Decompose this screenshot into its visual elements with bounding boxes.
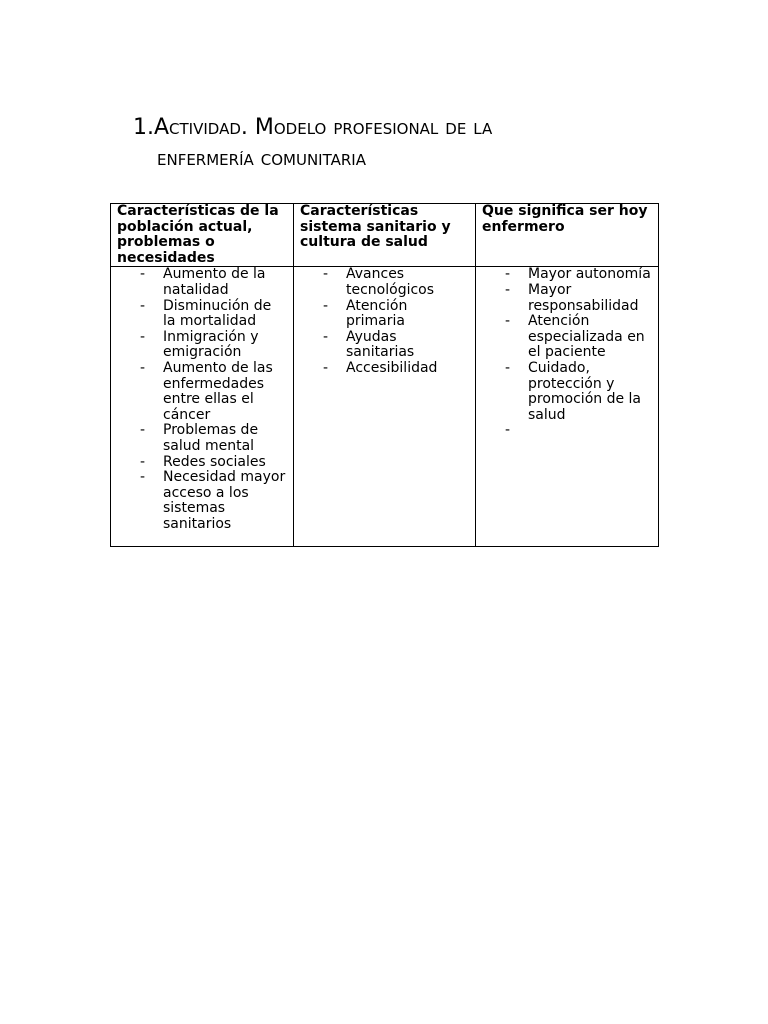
- list-population: [117, 267, 287, 532]
- list-item: [482, 283, 652, 314]
- list-item: [117, 423, 287, 454]
- list-item: [482, 361, 652, 423]
- document-title: [133, 112, 693, 174]
- dash-bullet: -: [323, 297, 329, 314]
- dash-bullet: -: [140, 266, 146, 283]
- list-item-text: Avances tecnológicos: [346, 266, 435, 298]
- list-item-text: Cuidado, protección y promoción de la salud: [528, 359, 641, 423]
- dash-bullet: -: [505, 281, 511, 298]
- dash-bullet: -: [140, 297, 146, 314]
- list-item: [482, 267, 652, 283]
- title-number: 1.: [133, 115, 154, 140]
- list-item: [482, 423, 652, 439]
- cell-population: [111, 267, 294, 547]
- list-item: [300, 330, 469, 361]
- dash-bullet: -: [505, 313, 511, 330]
- title-line-2: enfermería comunitaria: [157, 146, 366, 171]
- list-item: [117, 361, 287, 423]
- list-item-text: Atención primaria: [346, 297, 408, 330]
- list-item-text: Redes sociales: [163, 453, 266, 470]
- dash-bullet: -: [140, 453, 146, 470]
- list-item-text: Accesibilidad: [346, 359, 438, 376]
- list-item-text: Atención especializada en el paciente: [528, 313, 645, 361]
- list-item-text: Mayor autonomía: [528, 266, 651, 283]
- title-line-1: Actividad. Modelo profesional de la: [154, 115, 493, 140]
- list-item-text: Aumento de la natalidad: [163, 266, 266, 298]
- list-item-text: Necesidad mayor acceso a los sistemas sanitarios: [163, 469, 286, 532]
- characteristics-table: [110, 203, 659, 547]
- list-item: [117, 267, 287, 298]
- list-item-text: Problemas de salud mental: [163, 422, 259, 454]
- list-item-text: Disminución de la mortalidad: [163, 297, 272, 330]
- list-nursing-today: [482, 267, 652, 439]
- dash-bullet: -: [505, 359, 511, 376]
- cell-nursing-today: [476, 267, 659, 547]
- list-item: [117, 299, 287, 330]
- dash-bullet: -: [140, 328, 146, 345]
- dash-bullet: -: [505, 422, 511, 439]
- dash-bullet: -: [505, 266, 511, 283]
- dash-bullet: -: [323, 359, 329, 376]
- list-item-text: Inmigración y emigración: [163, 328, 259, 361]
- header-nursing-today: Que significa ser hoy enfermero: [476, 204, 659, 267]
- cell-health-system: [294, 267, 476, 547]
- list-item-text: Aumento de las enfermedades entre ellas el cáncer: [163, 359, 273, 423]
- dash-bullet: -: [140, 469, 146, 486]
- list-item-text: Mayor responsabilidad: [528, 281, 639, 314]
- list-item-text: Ayudas sanitarias: [346, 328, 415, 361]
- list-item: [117, 470, 287, 532]
- list-item: [482, 314, 652, 361]
- list-item: [117, 455, 287, 471]
- dash-bullet: -: [323, 328, 329, 345]
- table-header-row: [111, 204, 659, 267]
- dash-bullet: -: [323, 266, 329, 283]
- list-item: [300, 361, 469, 377]
- list-item-text: [528, 422, 532, 438]
- dash-bullet: -: [140, 422, 146, 439]
- header-population: Características de la población actual, problemas o necesidades: [111, 204, 294, 267]
- dash-bullet: -: [140, 359, 146, 376]
- list-health-system: [300, 267, 469, 376]
- list-item: [117, 330, 287, 361]
- list-item: [300, 299, 469, 330]
- table-body-row: [111, 267, 659, 547]
- header-health-system: Características sistema sanitario y cultura de salud: [294, 204, 476, 267]
- list-item: [300, 267, 469, 298]
